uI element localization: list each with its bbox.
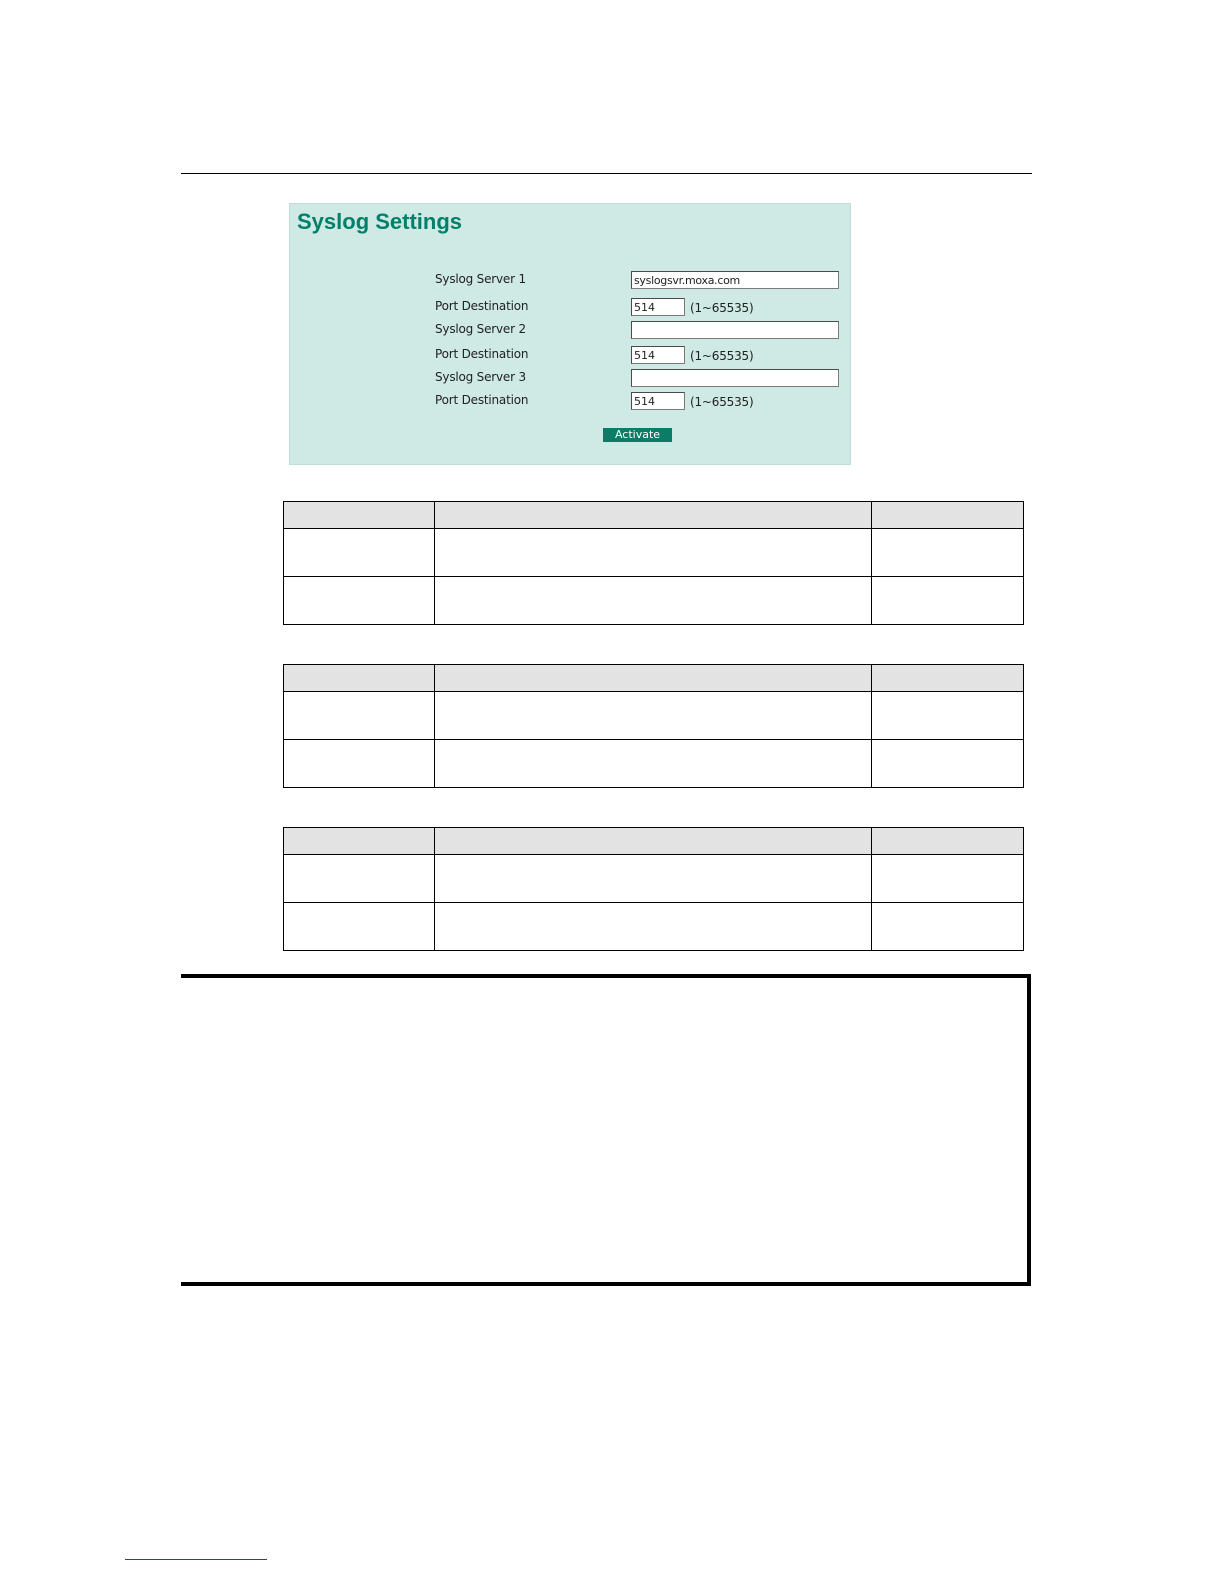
syslog-server-2-label: Syslog Server 2 [435,322,526,336]
table-cell [871,529,1023,577]
table-cell [284,692,435,740]
settings-table-3 [283,827,1024,951]
table-header-row [284,502,1024,529]
table-header-cell [284,828,435,855]
table-cell [871,903,1023,951]
syslog-server-1-input[interactable] [631,271,839,289]
port-destination-3-label: Port Destination [435,393,529,407]
table-header-cell [871,665,1023,692]
syslog-settings-panel [289,203,851,465]
table-header-row [284,828,1024,855]
panel-title: Syslog Settings [297,209,463,234]
syslog-server-2-input[interactable] [631,321,839,339]
syslog-server-1-label: Syslog Server 1 [435,272,526,286]
table-header-cell [284,665,435,692]
table-cell [435,903,872,951]
table-row [284,903,1024,951]
table-header-cell [435,828,872,855]
table-header-cell [284,502,435,529]
activate-button[interactable]: Activate [603,428,672,442]
table-cell [435,692,872,740]
table-row [284,529,1024,577]
table-row [284,692,1024,740]
settings-table-1 [283,501,1024,625]
table-cell [871,692,1023,740]
table-cell [435,855,872,903]
table-cell [435,529,872,577]
table-cell [871,855,1023,903]
syslog-server-3-label: Syslog Server 3 [435,370,526,384]
port-destination-2-label: Port Destination [435,347,529,361]
port-destination-1-input[interactable] [631,298,685,316]
port-destination-3-input[interactable] [631,392,685,410]
table-cell [284,903,435,951]
port-range-hint-3: (1~65535) [690,395,754,409]
table-header-cell [435,665,872,692]
table-header-cell [871,828,1023,855]
table-cell [284,577,435,625]
port-range-hint-1: (1~65535) [690,301,754,315]
table-header-row [284,665,1024,692]
note-box [181,974,1031,1286]
header-rule [181,173,1032,174]
table-row [284,740,1024,788]
table-cell [435,577,872,625]
table-cell [284,855,435,903]
port-destination-1-label: Port Destination [435,299,529,313]
table-row [284,855,1024,903]
footer-link-underline [125,1559,267,1560]
port-destination-2-input[interactable] [631,346,685,364]
table-cell [435,740,872,788]
table-row [284,577,1024,625]
syslog-server-3-input[interactable] [631,369,839,387]
table-cell [284,529,435,577]
table-cell [284,740,435,788]
table-header-cell [435,502,872,529]
table-cell [871,577,1023,625]
port-range-hint-2: (1~65535) [690,349,754,363]
table-header-cell [871,502,1023,529]
settings-table-2 [283,664,1024,788]
table-cell [871,740,1023,788]
